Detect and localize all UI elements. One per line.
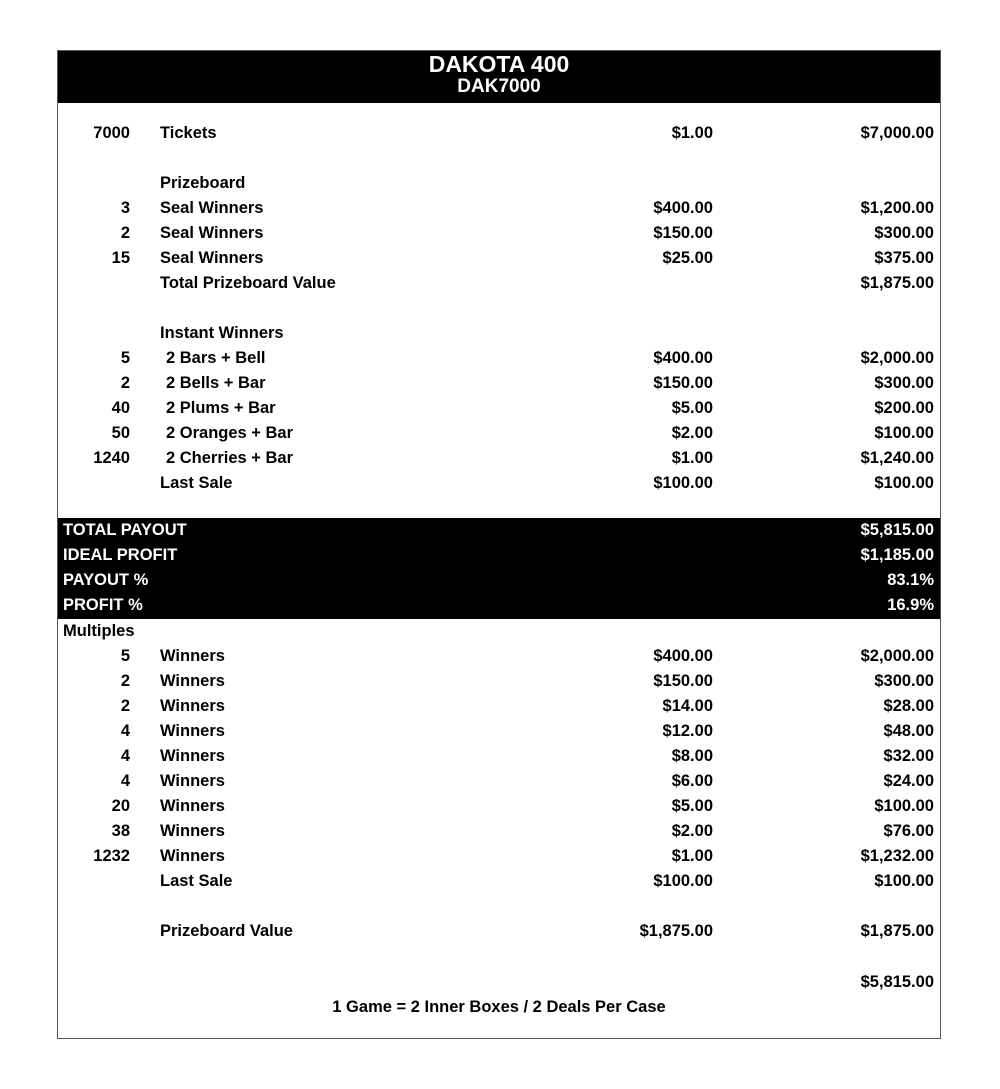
row-qty: 1232 (93, 847, 130, 865)
ideal-profit-value: $1,185.00 (860, 546, 934, 564)
row-label: Seal Winners (160, 249, 264, 267)
row-label: 2 Bars + Bell (166, 349, 266, 367)
row-label: 2 Cherries + Bar (166, 449, 294, 467)
row-qty: 2 (120, 224, 130, 242)
multiples-heading: Multiples (63, 622, 135, 640)
row-total: $200.00 (874, 399, 934, 417)
row-qty: 1240 (93, 449, 130, 467)
row-total: $1,232.00 (860, 847, 934, 865)
table-row (58, 371, 940, 396)
row-qty: 4 (120, 772, 130, 790)
tickets-price: $1.00 (671, 124, 713, 142)
table-row (58, 346, 940, 371)
row-label: 2 Bells + Bar (166, 374, 266, 392)
row-qty: 40 (111, 399, 130, 417)
row-price: $5.00 (671, 797, 713, 815)
row-total: $300.00 (874, 224, 934, 242)
tickets-label: Tickets (160, 124, 217, 142)
game-header (58, 51, 940, 103)
game-title: DAKOTA 400 (428, 51, 570, 77)
row-total: $1,240.00 (860, 449, 934, 467)
row-price: $150.00 (653, 224, 713, 242)
total-payout-row (58, 518, 940, 543)
table-row (58, 221, 940, 246)
row-label: Winners (160, 697, 225, 715)
row-total: $100.00 (874, 797, 934, 815)
last-sale-price: $100.00 (653, 872, 713, 890)
row-total: $300.00 (874, 672, 934, 690)
table-row (58, 719, 940, 744)
row-total: $1,200.00 (860, 199, 934, 217)
last-sale-label: Last Sale (160, 474, 233, 492)
table-row (58, 694, 940, 719)
row-label: Seal Winners (160, 224, 264, 242)
row-qty: 20 (111, 797, 130, 815)
table-row (58, 421, 940, 446)
table-row (58, 669, 940, 694)
table-row (58, 769, 940, 794)
ideal-profit-label: IDEAL PROFIT (63, 546, 178, 564)
payout-pct-value: 83.1% (887, 571, 934, 589)
row-label: 2 Oranges + Bar (166, 424, 294, 442)
tickets-row (58, 121, 940, 146)
row-label: Winners (160, 647, 225, 665)
row-total: $28.00 (883, 697, 934, 715)
prizeboard-heading: Prizeboard (160, 174, 246, 192)
row-price: $400.00 (653, 647, 713, 665)
prizeboard-value-price: $1,875.00 (639, 922, 713, 940)
prizeboard-total-row (58, 271, 940, 296)
total-payout-value: $5,815.00 (860, 521, 934, 539)
flare-sheet (57, 50, 941, 1039)
row-total: $48.00 (883, 722, 934, 740)
row-qty: 2 (120, 672, 130, 690)
prizeboard-value-label: Prizeboard Value (160, 922, 293, 940)
table-row (58, 794, 940, 819)
total-payout-label: TOTAL PAYOUT (63, 521, 187, 539)
payout-pct-row (58, 568, 940, 593)
instant-heading: Instant Winners (160, 324, 284, 342)
game-code: DAK7000 (457, 76, 541, 97)
table-row (58, 819, 940, 844)
row-label: Winners (160, 797, 225, 815)
row-label: Winners (160, 672, 225, 690)
prizeboard-value-row (58, 919, 940, 944)
row-total: $2,000.00 (860, 647, 934, 665)
table-row (58, 644, 940, 669)
instant-last-sale-row (58, 471, 940, 496)
row-qty: 2 (120, 697, 130, 715)
row-price: $6.00 (671, 772, 713, 790)
prizeboard-total-label: Total Prizeboard Value (160, 274, 336, 292)
table-row (58, 246, 940, 271)
prizeboard-total-value: $1,875.00 (860, 274, 934, 292)
row-price: $1.00 (671, 847, 713, 865)
row-total: $76.00 (883, 822, 934, 840)
table-row (58, 396, 940, 421)
table-row (58, 744, 940, 769)
row-price: $2.00 (671, 822, 713, 840)
last-sale-label: Last Sale (160, 872, 233, 890)
row-qty: 3 (120, 199, 130, 217)
row-qty: 38 (111, 822, 130, 840)
row-label: Winners (160, 722, 225, 740)
row-qty: 5 (120, 349, 130, 367)
row-price: $150.00 (653, 672, 713, 690)
table-row (58, 446, 940, 471)
profit-pct-value: 16.9% (887, 596, 934, 614)
row-price: $12.00 (662, 722, 713, 740)
row-price: $150.00 (653, 374, 713, 392)
row-qty: 4 (120, 747, 130, 765)
row-label: Winners (160, 822, 225, 840)
profit-pct-label: PROFIT % (63, 596, 143, 614)
row-total: $2,000.00 (860, 349, 934, 367)
row-label: Winners (160, 747, 225, 765)
row-total: $32.00 (883, 747, 934, 765)
row-total: $300.00 (874, 374, 934, 392)
instant-heading-row (58, 321, 940, 346)
row-label: Winners (160, 772, 225, 790)
payout-pct-label: PAYOUT % (63, 571, 149, 589)
table-row (58, 196, 940, 221)
row-qty: 2 (120, 374, 130, 392)
row-total: $100.00 (874, 424, 934, 442)
row-price: $5.00 (671, 399, 713, 417)
row-label: Seal Winners (160, 199, 264, 217)
ideal-profit-row (58, 543, 940, 568)
tickets-qty: 7000 (93, 124, 130, 142)
row-label: 2 Plums + Bar (166, 399, 276, 417)
profit-pct-row (58, 593, 940, 618)
grand-total-row (58, 970, 940, 995)
row-price: $8.00 (671, 747, 713, 765)
row-price: $2.00 (671, 424, 713, 442)
grand-total: $5,815.00 (860, 973, 934, 991)
summary-bar (58, 518, 940, 619)
row-total: $375.00 (874, 249, 934, 267)
last-sale-price: $100.00 (653, 474, 713, 492)
row-price: $400.00 (653, 199, 713, 217)
multiples-last-sale-row (58, 869, 940, 894)
prizeboard-heading-row (58, 171, 940, 196)
last-sale-total: $100.00 (874, 872, 934, 890)
row-price: $14.00 (662, 697, 713, 715)
row-qty: 50 (111, 424, 130, 442)
row-qty: 15 (111, 249, 130, 267)
row-price: $400.00 (653, 349, 713, 367)
row-price: $1.00 (671, 449, 713, 467)
row-total: $24.00 (883, 772, 934, 790)
last-sale-total: $100.00 (874, 474, 934, 492)
row-qty: 4 (120, 722, 130, 740)
row-price: $25.00 (662, 249, 713, 267)
table-row (58, 844, 940, 869)
tickets-total: $7,000.00 (860, 124, 934, 142)
footer-note: 1 Game = 2 Inner Boxes / 2 Deals Per Case (332, 998, 666, 1016)
row-qty: 5 (120, 647, 130, 665)
row-label: Winners (160, 847, 225, 865)
prizeboard-value-total: $1,875.00 (860, 922, 934, 940)
